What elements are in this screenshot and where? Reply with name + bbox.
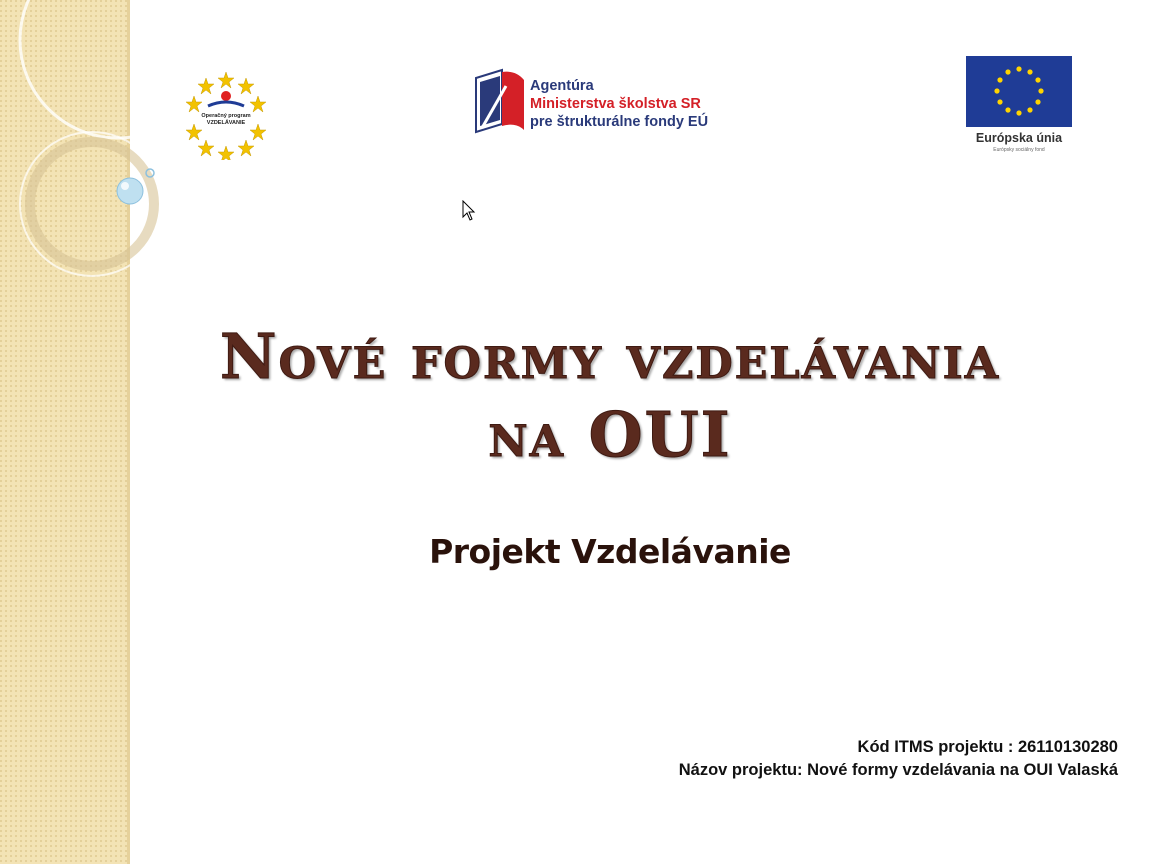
- eu-subcaption: Európsky sociálny fond: [993, 147, 1045, 153]
- itms-code: Kód ITMS projektu : 26110130280: [857, 738, 1118, 756]
- book-logo-icon: [472, 68, 528, 138]
- agentura-line2: Ministerstva školstva SR: [530, 96, 701, 112]
- title-line-2: na OUI: [488, 398, 732, 471]
- eu-caption: Európska únia: [975, 131, 1063, 145]
- agentura-logo: [472, 68, 742, 138]
- op-label-line1: Operačný program: [201, 113, 251, 119]
- agentura-line3: pre štrukturálne fondy EÚ: [530, 114, 709, 130]
- project-name: Názov projektu: Nové formy vzdelávania na OUI Valaská: [678, 761, 1118, 779]
- mouse-pointer-icon: [462, 200, 476, 222]
- eu-logo: [964, 56, 1074, 156]
- eu-flag-icon: [966, 56, 1072, 127]
- op-label-line2: VZDELÁVANIE: [206, 120, 246, 126]
- title-line-1: Nové formy vzdelávania: [219, 320, 1001, 393]
- agentura-line1: Agentúra: [530, 78, 594, 94]
- slide-subtitle: Projekt Vzdelávanie: [429, 532, 791, 571]
- op-logo-label: [180, 113, 272, 127]
- agentura-text: [530, 77, 708, 131]
- decorative-circles: [0, 0, 180, 300]
- op-vzdelavanie-logo: [180, 68, 272, 160]
- slide-title: [140, 318, 1080, 474]
- eu-stars-icon: [966, 56, 1072, 127]
- project-info: [679, 736, 1118, 782]
